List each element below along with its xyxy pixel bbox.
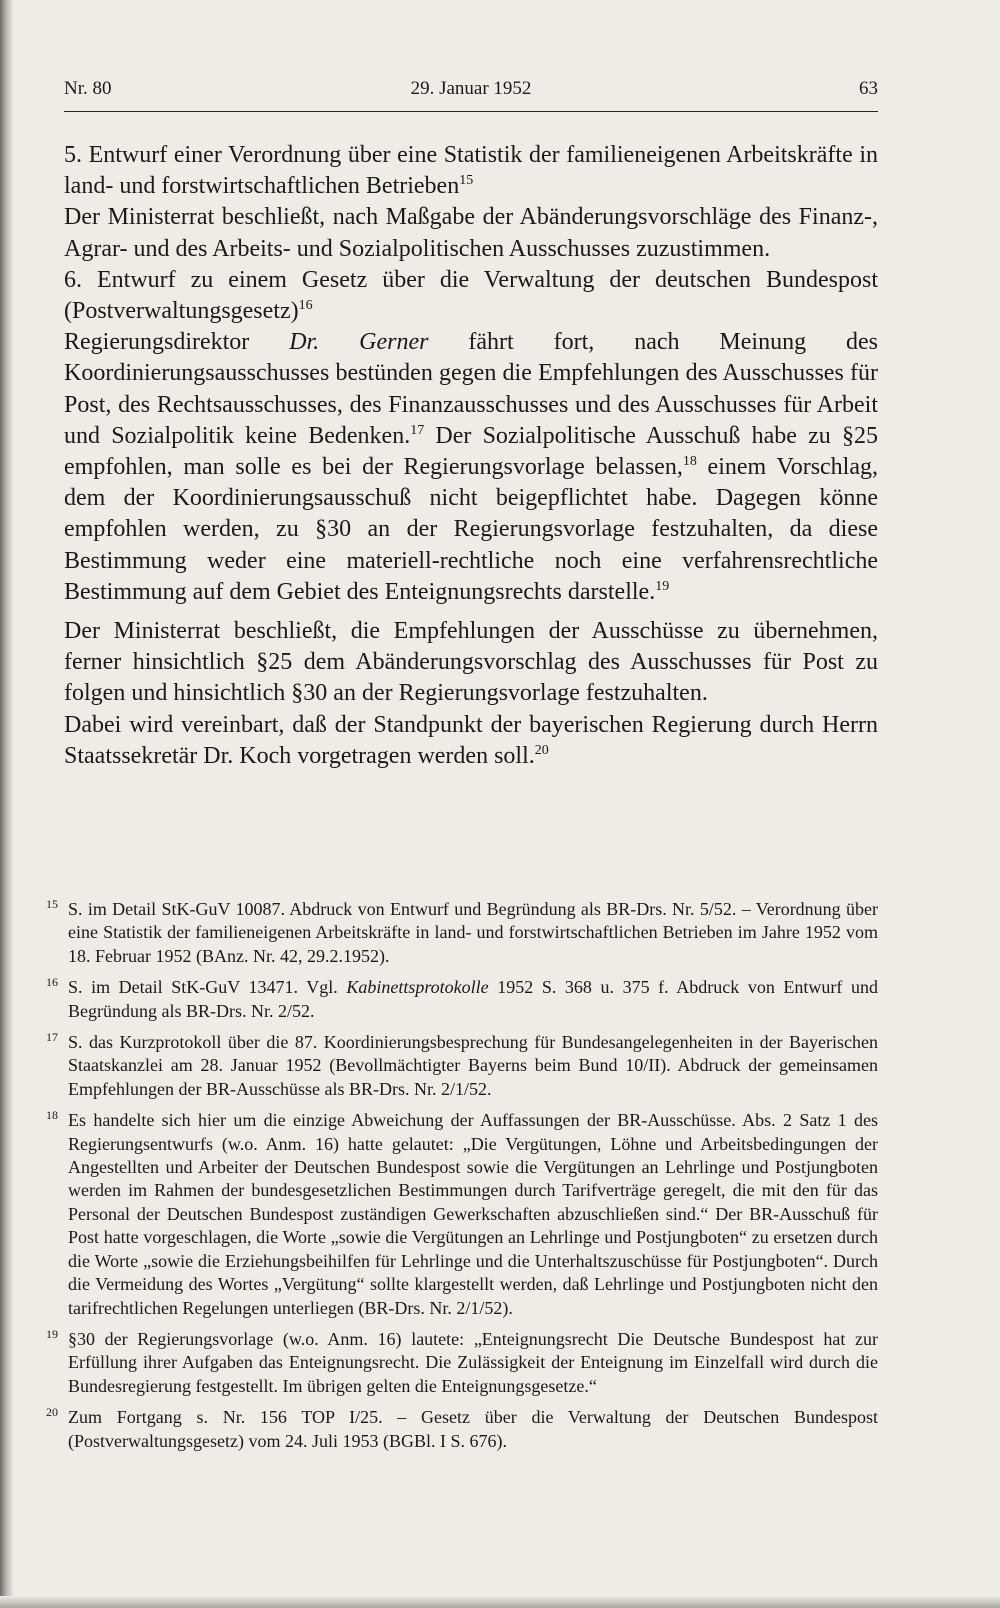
footnote-number: 19 [46,1326,58,1341]
agreement-paragraph [64,710,878,772]
footnote-number: 16 [46,975,58,990]
page-edge-shadow [0,0,14,1608]
footnote-ref-15: 15 [459,173,474,189]
decision-paragraph-2: Der Ministerrat beschließt, die Empfehlungen der Ausschüsse zu übernehmen, ferner hinsichtlich §25 dem Abänderungsvorschlag des Ausschusses für Post zu folgen und hinsichtlich §30 an der Regierungsvorlage festzuhalten. [64,618,878,707]
footnote-number: 15 [46,897,58,911]
agreement-text: Dabei wird vereinbart, daß der Standpunkt der bayerischen Regierung durch Herrn Staatssekretär Dr. Koch vorgetragen werden soll. [64,711,878,769]
footnote-ref-19: 19 [655,578,670,594]
speaker-title: Regierungsdirektor [64,329,290,356]
footnote-text: S. im Detail StK-GuV 10087. Abdruck von Entwurf und Begründung als BR-Drs. Nr. 5/52. – Verordnung über eine Statistik der familieneigenen Arbeitskräfte in land- und forstwirtschaftlichen Betrieben im Jahre 1952 vom 18. Februar 1952 (BAnz. Nr. 42, 29.2.1952). [68,899,878,966]
footnote-ref-18: 18 [682,454,697,470]
decision-paragraph-1: Der Ministerrat beschließt, nach Maßgabe der Abänderungsvorschläge des Finanz-, Agrar- und des Arbeits- und Sozialpolitischen Ausschusses zuzustimmen. [64,204,878,262]
footnote-text: 1952 S. 368 u. 375 f. Abdruck von Entwurf und Begründung als BR-Drs. Nr. 2/52. [68,977,878,1021]
footnote-ref-20: 20 [534,742,549,758]
footnote-text: S. das Kurzprotokoll über die 87. Koordinierungsbesprechung für Bundesangelegenheiten in der Bayerischen Staatskanzlei am 28. Januar 1952 (Bevollmächtigter Bayerns beim Bund 10/II). Abdruck der gemeinsamen Empfehlungen der BR-Ausschüsse als BR-Drs. Nr. 2/1/52. [68,1032,878,1099]
running-header [64,78,878,108]
footnote-text: §30 der Regierungsvorlage (w.o. Anm. 16) lautete: „Enteignungsrecht Die Deutsche Bundespost hat zur Erfüllung ihrer Aufgaben das Enteignungsrecht. Die Zulässigkeit der Enteignung im Einzelfall wird durch die Bundesregierung festgestellt. Im übrigen gelten die Enteignungsgesetze.“ [68,1328,878,1396]
footnote-text: Zum Fortgang s. Nr. 156 TOP I/25. – Gesetz über die Verwaltung der Deutschen Bundespost (Postverwaltungsgesetz) vom 24. Juli 1953 (BGBl. I S. 676). [68,1407,878,1451]
header-date: 29. Januar 1952 [410,78,532,99]
discussion-text-3: einem Vorschlag, dem der Koordinierungsausschuß nicht beigepflichtet habe. Dagegen könne empfohlen werden, zu §30 an der Regierungsvorlage festzuhalten, da diese Bestimmung weder eine materiell-rechtliche noch eine verfahrensrechtliche Bestimmung auf dem Gebiet des Enteignungsrechts darstelle. [64,454,879,605]
footnotes [46,898,878,1461]
footnote-italic-title: Kabinettsprotokolle [346,977,489,998]
footnote-16 [46,976,878,1023]
discussion-text-1: fährt fort, nach Meinung des Koordinierungsausschusses bestünden gegen die Empfehlungen des Ausschusses für Post, des Rechtsausschusses, des Finanzausschusses und des Ausschusses für Arbeit und Sozialpolitik keine Bedenken. [64,329,878,449]
footnote-text: Es handelte sich hier um die einzige Abweichung der Auffassungen der BR-Ausschüsse. Abs. 2 Satz 1 des Regierungsentwurfs (w.o. Anm. 16) hatte gelautet: „Die Vergütungen, Löhne und Arbeitsbedingungen der Angestellten und Arbeiter der Deutschen Bundespost sowie die Vergütungen an Lehrlinge und Postjungboten werden im Rahmen der bundesgesetzlichen Bestimmungen durch Tarifverträge geregelt, die mit den für das Personal der Deutschen Bundespost zuständigen Gewerkschaften abzuschließen sind.“ Der BR-Ausschuß für Post hatte vorgeschlagen, die Worte „sowie die Vergütungen an Lehrlinge und Postjungboten“ zu ersetzen durch die Worte „sowie die Erziehungsbeihilfen für Lehrlinge und die Unterhaltszuschüsse für Postjungboten“. Durch die Vermeidung des Wortes „Vergütung“ sollte klargestellt werden, daß Lehrlinge und Postjungboten nicht den tarifrechtlichen Regelungen unterliegen (BR-Drs. Nr. 2/1/52). [68,1110,878,1318]
main-text [64,140,878,772]
page-bottom-shadow [0,1596,1000,1608]
footnote-text: S. im Detail StK-GuV 13471. Vgl. [68,977,347,998]
footnote-15 [46,898,878,968]
footnote-ref-16: 16 [298,298,313,314]
footnote-20 [46,1406,878,1453]
footnote-17 [46,1031,878,1101]
agenda-item-6-text: 6. Entwurf zu einem Gesetz über die Verwaltung der deutschen Bundespost (Postverwaltungsgesetz) [64,266,878,325]
footnote-number: 17 [46,1030,58,1045]
discussion-text-2: Der Sozialpolitische Ausschuß habe zu §25 empfohlen, man solle es bei der Regierungsvorlage belassen, [64,422,878,481]
header-rule [64,111,878,112]
document-number: Nr. 80 [64,78,112,99]
footnote-ref-17: 17 [410,422,425,438]
footnote-19 [46,1328,878,1398]
speaker-name: Dr. Gerner [289,329,429,356]
page-number: 63 [859,78,878,99]
agenda-item-5-text: 5. Entwurf einer Verordnung über eine Statistik der familieneigenen Arbeitskräfte in land- und forstwirtschaftlichen Betrieben [64,142,878,200]
agenda-item-5 [64,140,878,202]
discussion-paragraph [64,327,878,608]
footnote-18 [46,1109,878,1320]
footnote-number: 18 [46,1108,58,1123]
agenda-item-6 [64,265,878,327]
footnote-number: 20 [46,1405,58,1420]
